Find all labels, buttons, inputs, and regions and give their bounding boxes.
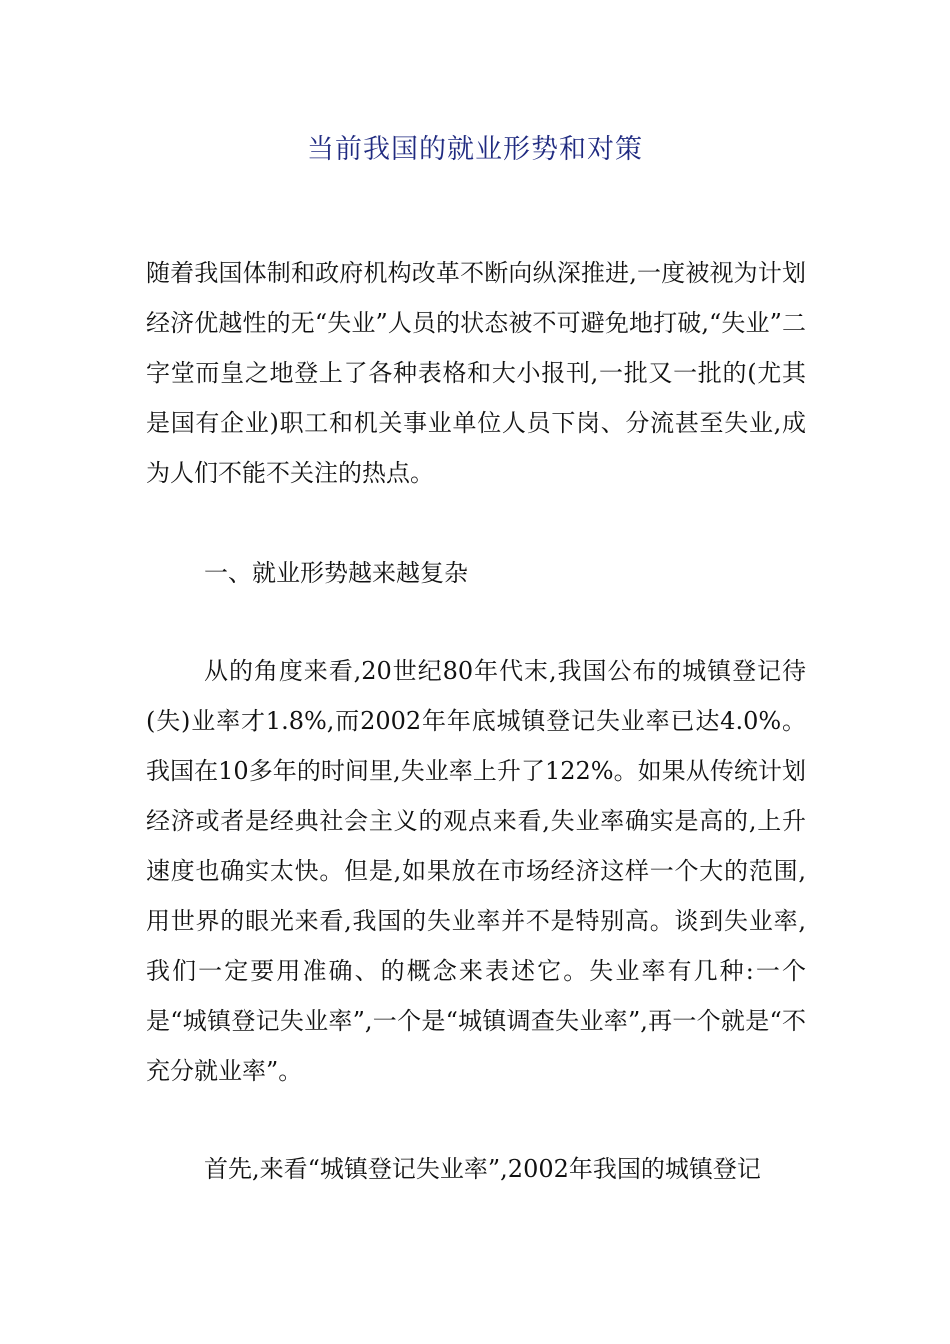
section-paragraph: 从的角度来看,20世纪80年代末,我国公布的城镇登记待(失)业率才1.8%,而2002年年底城镇登记失业率已达4.0%。我国在10多年的时间里,失业率上升了122%。如果从传统计划经济或者是经典社会主义的观点来看,失业率确实是高的,上升速度也确实太快。但是,如果放在市场经济这样一个大的范围,用世界的眼光来看,我国的失业率并不是特别高。谈到失业率,我们一定要用准确、的概念来表述它。失业率有几种:一个是“城镇登记失业率”,一个是“城镇调查失业率”,再一个就是“不充分就业率”。: [146, 657, 806, 1085]
intro-paragraph: 随着我国体制和政府机构改革不断向纵深推进,一度被视为计划经济优越性的无“失业”人员的状态被不可避免地打破,“失业”二字堂而皇之地登上了各种表格和大小报刊,一批又一批的(尤其是国有企业)职工和机关事业单位人员下岗、分流甚至失业,成为人们不能不关注的热点。: [146, 259, 806, 487]
section-heading: 一、就业形势越来越复杂: [204, 559, 468, 587]
document-title: 当前我国的就业形势和对策: [307, 134, 643, 165]
section-paragraph-continued: 首先,来看“城镇登记失业率”,2002年我国的城镇登记: [204, 1155, 761, 1183]
